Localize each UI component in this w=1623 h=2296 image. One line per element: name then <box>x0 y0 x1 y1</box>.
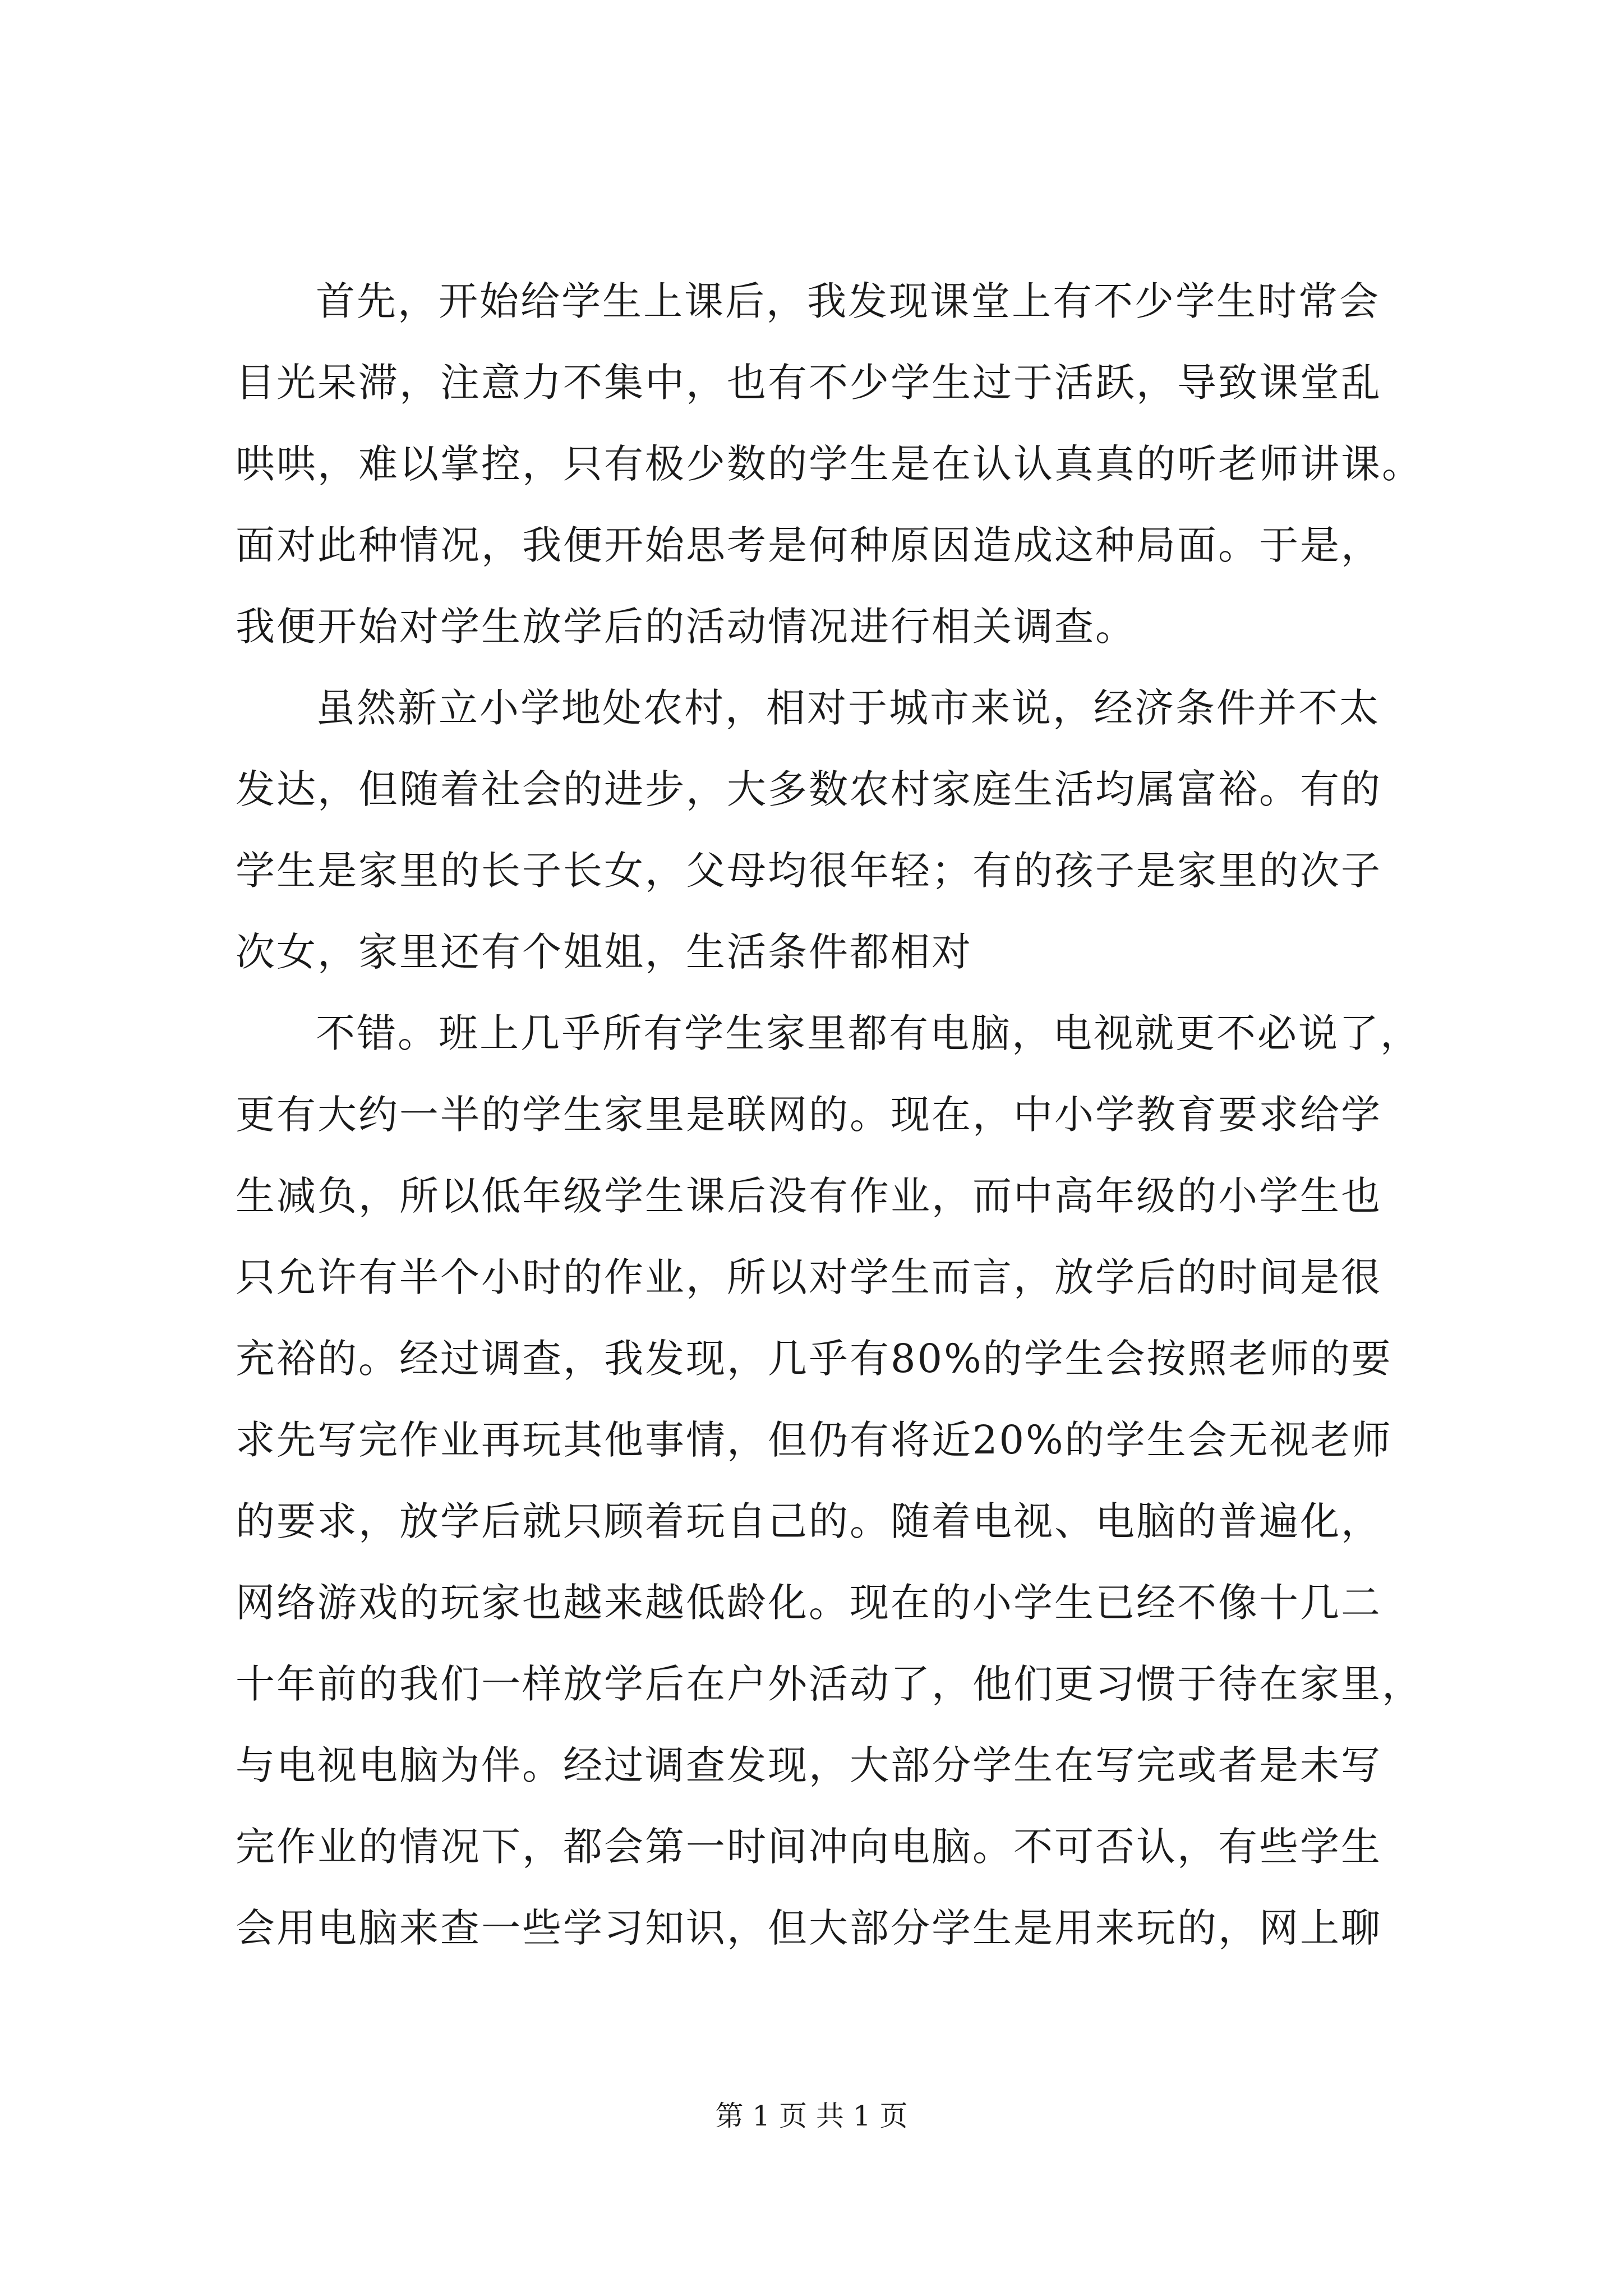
text-line: 哄哄，难以掌控，只有极少数的学生是在认认真真的听老师讲课。 <box>236 441 1423 487</box>
page-number: 第 1 页 共 1 页 <box>715 2100 908 2132</box>
text-line: 的要求，放学后就只顾着玩自己的。随着电视、电脑的普遍化， <box>236 1498 1382 1544</box>
text-line: 面对此种情况，我便开始思考是何种原因造成这种局面。于是， <box>236 522 1382 568</box>
text-line: 目光呆滞，注意力不集中，也有不少学生过于活跃，导致课堂乱 <box>236 360 1382 406</box>
text-line: 首先，开始给学生上课后，我发现课堂上有不少学生时常会 <box>316 278 1380 324</box>
text-line: 次女，家里还有个姐姐，生活条件都相对 <box>236 929 972 975</box>
text-line: 学生是家里的长子长女，父母均很年轻；有的孩子是家里的次子 <box>236 848 1382 894</box>
text-line: 完作业的情况下，都会第一时间冲向电脑。不可否认，有些学生 <box>236 1824 1382 1870</box>
text-line: 与电视电脑为伴。经过调查发现，大部分学生在写完或者是未写 <box>236 1742 1382 1788</box>
text-line: 更有大约一半的学生家里是联网的。现在，中小学教育要求给学 <box>236 1092 1382 1138</box>
document-body <box>236 261 1423 1969</box>
text-line: 十年前的我们一样放学后在户外活动了，他们更习惯于待在家里， <box>236 1661 1423 1707</box>
paragraph-2 <box>236 668 1419 993</box>
text-line: 我便开始对学生放学后的活动情况进行相关调查。 <box>236 604 1136 650</box>
text-line: 求先写完作业再玩其他事情，但仍有将近20%的学生会无视老师 <box>236 1417 1393 1463</box>
text-line: 生减负，所以低年级学生课后没有作业，而中高年级的小学生也 <box>236 1173 1382 1219</box>
text-line: 只允许有半个小时的作业，所以对学生而言，放学后的时间是很 <box>236 1254 1382 1300</box>
text-line: 会用电脑来查一些学习知识，但大部分学生是用来玩的，网上聊 <box>236 1905 1382 1951</box>
text-line: 充裕的。经过调查，我发现，几乎有80%的学生会按照老师的要 <box>236 1336 1393 1382</box>
text-line: 不错。班上几乎所有学生家里都有电脑，电视就更不必说了， <box>316 1010 1421 1056</box>
text-line: 发达，但随着社会的进步，大多数农村家庭生活均属富裕。有的 <box>236 766 1382 812</box>
text-line: 虽然新立小学地处农村，相对于城市来说，经济条件并不太 <box>316 685 1380 731</box>
text-line: 网络游戏的玩家也越来越低龄化。现在的小学生已经不像十几二 <box>236 1580 1382 1626</box>
paragraph-1 <box>236 261 1423 668</box>
paragraph-3 <box>236 993 1423 1969</box>
page-footer <box>0 2093 1623 2138</box>
